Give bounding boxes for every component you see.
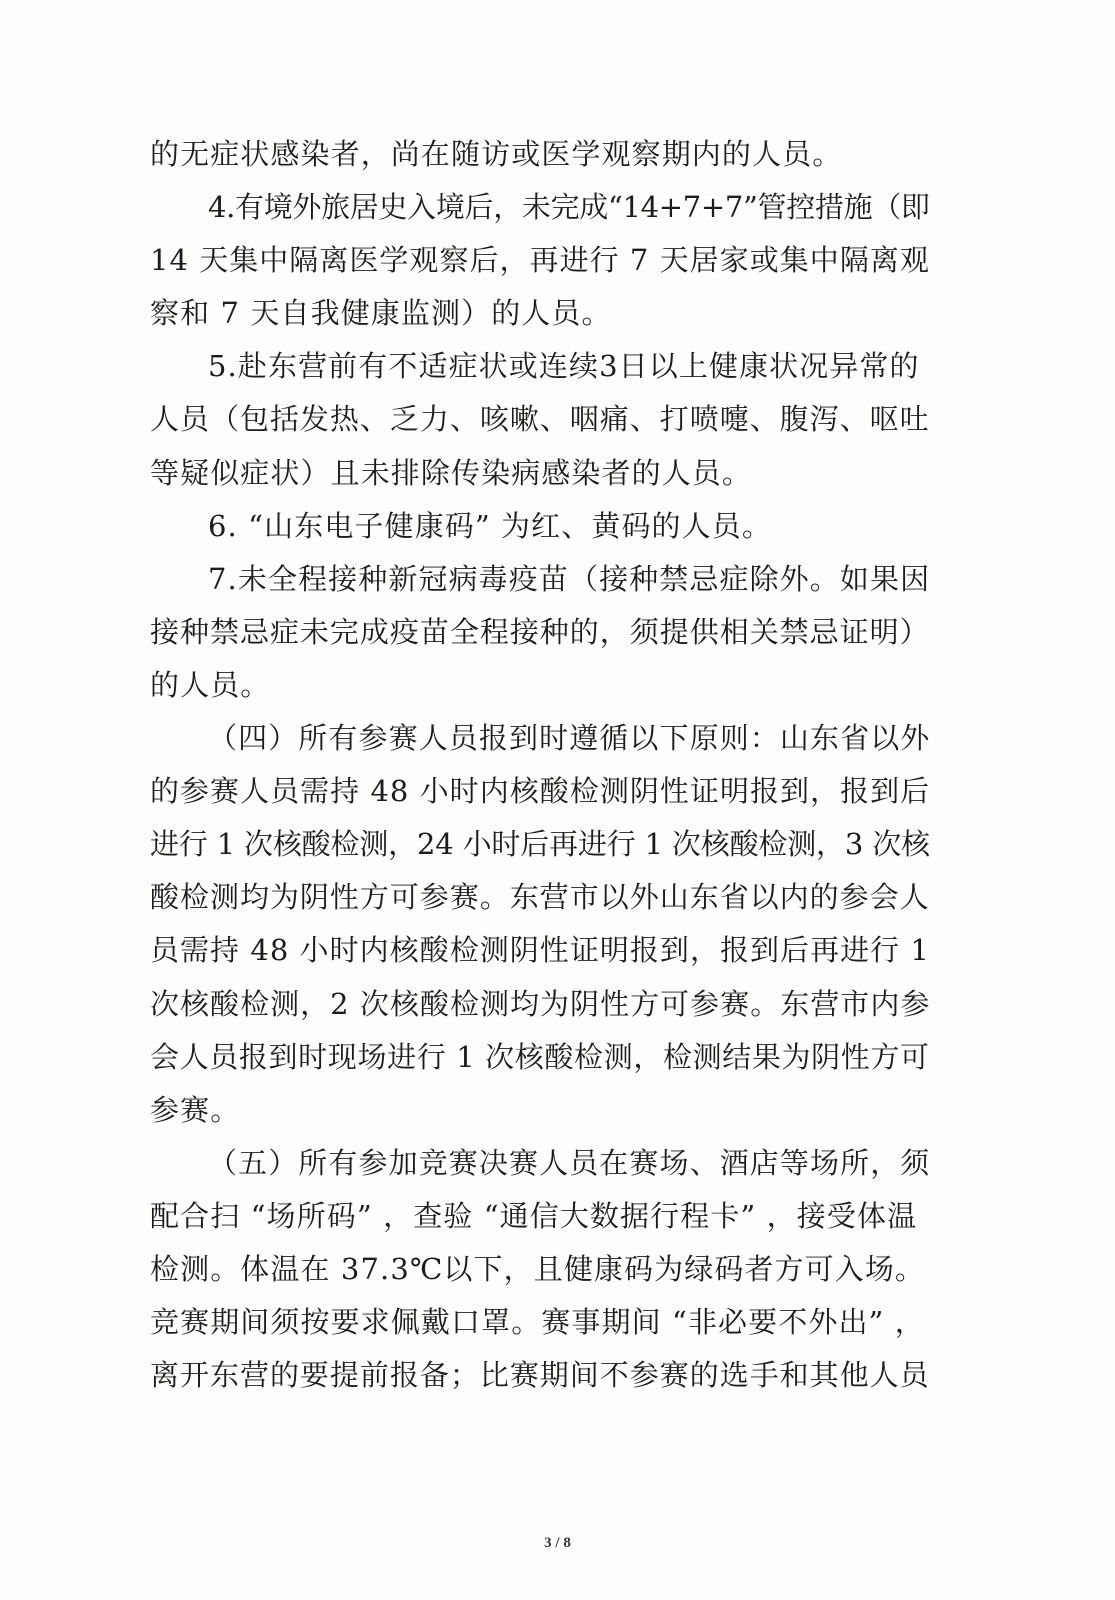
text-line: 配合扫 “场所码” ，查验 “通信大数据行程卡” ，接受体温 [150,1198,918,1233]
text-line: 4.有境外旅居史入境后，未完成“14+7+7”管控措施（即 [208,190,930,225]
text-line: 次核酸检测，2 次核酸检测均为阴性方可参赛。东营市内参 [150,986,931,1021]
text-line: 5.赴东营前有不适症状或连续3日以上健康状况异常的 [208,349,920,384]
text-line: 检测。体温在 37.3℃以下，且健康码为绿码者方可入场。 [150,1251,926,1286]
text-line: 14 天集中隔离医学观察后，再进行 7 天居家或集中隔离观 [150,243,930,278]
text-line: 接种禁忌症未完成疫苗全程接种的，须提供相关禁忌证明） [150,614,930,649]
text-line: 的参赛人员需持 48 小时内核酸检测阴性证明报到，报到后 [150,774,931,809]
text-line: 竞赛期间须按要求佩戴口罩。赛事期间 “非必要不外出” ， [150,1305,925,1340]
text-line: 察和 7 天自我健康监测）的人员。 [150,296,612,331]
text-line: 酸检测均为阴性方可参赛。东营市以外山东省以内的参会人 [150,880,930,915]
text-line: 6. “山东电子健康码” 为红、黄码的人员。 [208,508,772,543]
text-line: 员需持 48 小时内核酸检测阴性证明报到，报到后再进行 1 [150,933,930,968]
text-line: 离开东营的要提前报备；比赛期间不参赛的选手和其他人员 [150,1358,930,1393]
document-body [150,128,930,1402]
text-line: 参赛。 [150,1092,241,1127]
text-line: （五）所有参加竞赛决赛人员在赛场、酒店等场所，须 [208,1145,931,1180]
text-line: 的人员。 [150,667,271,702]
text-line: 7.未全程接种新冠病毒疫苗（接种禁忌症除外。如果因 [208,561,931,596]
text-line: 等疑似症状）且未排除传染病感染者的人员。 [150,455,753,490]
text-line: 会人员报到时现场进行 1 次核酸检测，检测结果为阴性方可 [150,1039,930,1074]
text-line: 的无症状感染者，尚在随访或医学观察期内的人员。 [150,137,843,171]
page-number: 3 / 8 [544,1535,571,1551]
text-line: 进行 1 次核酸检测，24 小时后再进行 1 次核酸检测，3 次核 [150,827,930,862]
text-line: （四）所有参赛人员报到时遵循以下原则：山东省以外 [208,721,931,756]
text-line: 人员（包括发热、乏力、咳嗽、咽痛、打喷嚏、腹泻、呕吐 [150,402,930,437]
